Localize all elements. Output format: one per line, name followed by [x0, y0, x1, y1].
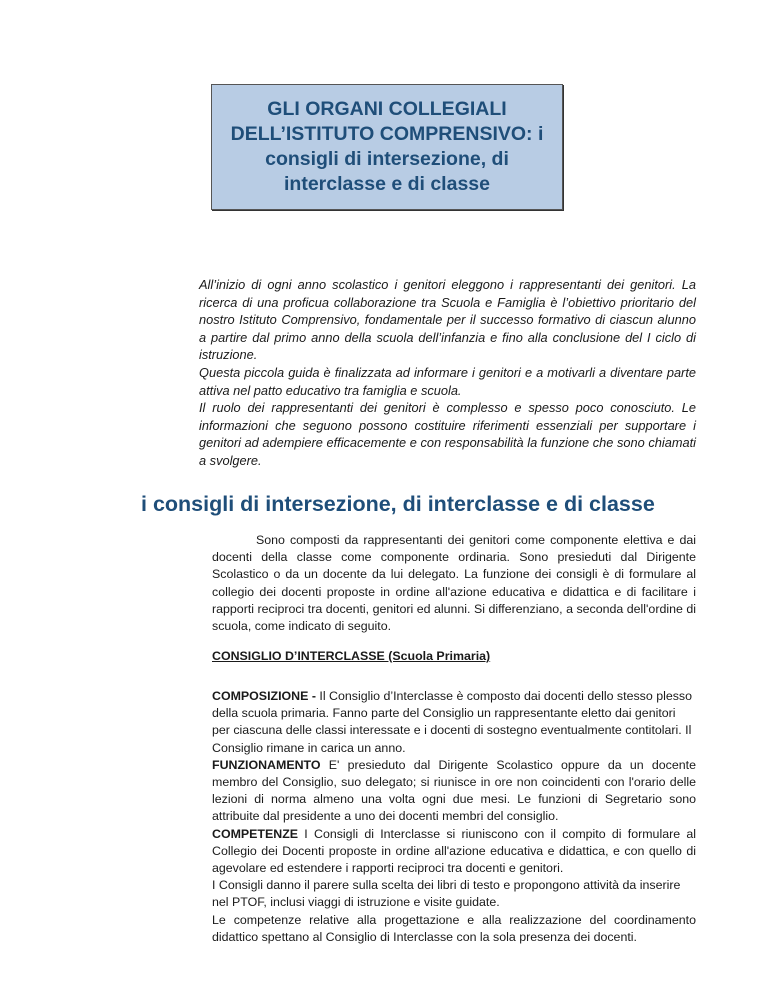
interclasse-details: [212, 688, 696, 946]
page-title: GLI ORGANI COLLEGIALI DELL’ISTITUTO COMPRENSIVO: i consigli di intersezione, di interclasse e di classe: [230, 98, 544, 195]
pareri-paragraph: I Consigli danno il parere sulla scelta dei libri di testo e propongono attività da inserire nel PTOF, inclusi viaggi di istruzione e visite guidate.: [212, 878, 681, 910]
section-body: [212, 532, 696, 635]
title-box: [211, 84, 563, 210]
intro-paragraph: Il ruolo dei rappresentanti dei genitori è complesso e spesso poco conosciuto. Le informazioni che seguono possono costituire riferimenti essenziali per supportare i genitori ad adempiere efficacemente e con responsabilità la funzione che sono chiamati a svolgere.: [199, 400, 696, 468]
composizione-label: COMPOSIZIONE -: [212, 689, 316, 703]
competenze-text: I Consigli di Interclasse si riuniscono con il compito di formulare al Collegio dei Docenti proposte in ordine all'azione educativa e didattica, e con quello di agevolare ed estendere i rapporti reciproci tra docenti e genitori.: [212, 826, 696, 876]
intro-paragraph: All’inizio di ogni anno scolastico i genitori eleggono i rappresentanti dei genitori. La ricerca di una proficua collaborazione tra Scuola e Famiglia è l’obiettivo prioritario del nostro Istituto Comprensivo, fondamentale per il successo formativo di ciascun alunno a partire dal primo anno della scuola dell’infanzia e fino alla conclusione del I ciclo di istruzione.: [199, 277, 696, 363]
funzionamento-paragraph: [212, 757, 696, 826]
funzionamento-label: FUNZIONAMENTO: [212, 757, 321, 772]
progettazione-paragraph: Le competenze relative alla progettazione e alla realizzazione del coordinamento didattico spettano al Consiglio di Interclasse con la sola presenza dei docenti.: [212, 912, 696, 944]
competenze-paragraph: [212, 826, 696, 878]
section-paragraph: Sono composti da rappresentanti dei genitori come componente elettiva e dai docenti della classe come componente ordinaria. Sono presieduti dal Dirigente Scolastico o da un docente da lui delegato. La funzione dei consigli è di formulare al collegio dei docenti proposte in ordine all'azione educativa e didattica e di facilitare i rapporti reciproci tra docenti, genitori ed alunni. Si differenziano, a seconda dell'ordine di scuola, come indicato di seguito.: [212, 533, 696, 634]
interclasse-heading: CONSIGLIO D’INTERCLASSE (Scuola Primaria): [212, 649, 491, 663]
intro-section: [199, 276, 696, 470]
section-heading: i consigli di intersezione, di interclasse e di classe: [141, 492, 655, 516]
composizione-text: Il Consiglio d’Interclasse è composto dai docenti dello stesso plesso della scuola primaria. Fanno parte del Consiglio un rappresentante eletto dai genitori per ciascuna delle classi interessate e i docenti di sostegno eventualmente contitolari. Il Consiglio rimane in carica un anno.: [212, 689, 693, 755]
competenze-label: COMPETENZE: [212, 826, 299, 841]
composizione-paragraph: [212, 688, 696, 757]
intro-paragraph: Questa piccola guida è finalizzata ad informare i genitori e a motivarli a diventare parte attiva nel patto educativo tra famiglia e scuola.: [199, 364, 696, 398]
funzionamento-text: E' presieduto dal Dirigente Scolastico oppure da un docente membro del Consiglio, suo delegato; si riunisce in ore non coincidenti con l'orario delle lezioni di norma almeno una volta ogni due mesi. Le funzioni di Segretario sono attribuite dal presidente a uno dei docenti membri del consiglio.: [212, 757, 696, 824]
